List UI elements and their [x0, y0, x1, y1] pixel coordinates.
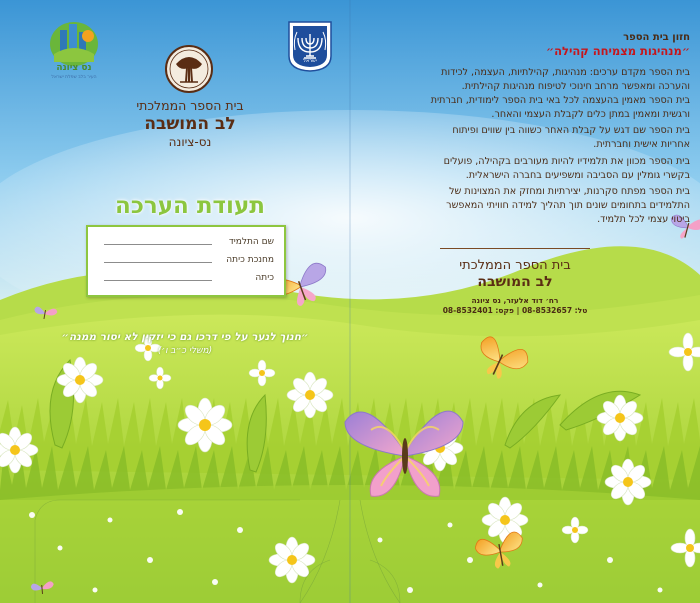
city-logo-caption: נס ציונה [56, 63, 92, 73]
vision-title: ״מנהיגות מצמיחה קהילה״ [545, 44, 690, 58]
document-title: תעודת הערכה [115, 193, 265, 219]
vision-paragraph-4 [352, 155, 690, 183]
class-field[interactable] [104, 273, 274, 283]
vision-p2-line-2: ורגשית ומאמין במתן כלים לקבלת העצמי והאחר. [491, 109, 690, 120]
vision-p1-line-2: והערכה ומאפשר מרחב חינוכי לטיפוח מנהיגות קהילתית. [461, 81, 690, 92]
vision-p5-line-3: ביטוי עצמי לכל תלמיד. [597, 214, 690, 225]
vision-paragraph-2 [352, 94, 690, 122]
city-logo-subcaption: העיר בלב שפלת ישראל [51, 75, 97, 80]
proverb-quote: ״חנוך לנער על פי דרכו גם כי יזקין לא יסור ממנה״ [61, 331, 309, 343]
vision-paragraph-1 [352, 66, 690, 94]
vision-paragraph-5 [352, 185, 690, 227]
contact-phone: טל: 08-8532657 [521, 306, 588, 315]
vision-p5-line-1: בית הספר מפתח סקרנות, יצירתיות ומחזק את המצוינות של [449, 186, 690, 197]
state-emblem-inscription: ישראל [303, 58, 317, 64]
vision-p5-line-2: התלמידים בתחומים שונים תוך תהליך למידה חוויתי המאפשר [446, 200, 690, 211]
cover-school-name: לב המושבה [144, 114, 236, 134]
vision-paragraph-3 [352, 124, 690, 152]
state-emblem [287, 20, 333, 72]
cover-city-name: נס-ציונה [168, 135, 212, 149]
school-tree-emblem [164, 44, 214, 94]
contact-school-name: לב המושבה [477, 274, 553, 290]
class-teacher-field[interactable] [104, 255, 274, 265]
contact-address: רח׳ דוד אלעזר, נס ציונה [471, 296, 559, 305]
vision-label: חזון בית הספר [623, 32, 690, 43]
class-line [104, 280, 212, 281]
vision-p2-line-1: בית הספר מאמין בהעצמה לכל באי בית הספר לימודית, חברתית [430, 95, 690, 106]
student-name-label: שם התלמיד [228, 237, 274, 247]
contact-phones [400, 306, 630, 315]
cover-school-label: בית הספר הממלכתי [136, 98, 244, 113]
contact-school-label: בית הספר הממלכתי [459, 258, 571, 273]
student-details-card [86, 225, 286, 297]
vision-p1-line-1: בית הספר מקדם ערכים: מנהיגות, קהילתיות, העצמה, לכידות [441, 67, 690, 78]
contact-separator: | [513, 306, 520, 315]
vision-p3-line-1: בית הספר שם דגש על קבלת האחר כשווה בין שווים ופיתוח [452, 125, 690, 136]
contact-fax: פקס: 08-8532401 [442, 306, 514, 315]
student-name-line [104, 244, 212, 245]
proverb-source: (משלי כ״ב ו׳) [157, 346, 213, 356]
vision-p4-line-2: בקשרי גומלין עם הסביבה ומשפיעים בחברה הישראלית. [465, 170, 690, 181]
class-teacher-label: מחנכת כיתה [226, 255, 274, 265]
class-label: כיתה [255, 273, 274, 283]
class-teacher-line [104, 262, 212, 263]
student-name-field[interactable] [104, 237, 274, 247]
vision-p4-line-1: בית הספר מכוון את תלמידיו להיות מעורבים בקהילה, פועלים [443, 156, 690, 167]
contact-divider [440, 248, 590, 249]
vision-p3-line-2: אחריות אישית וחברתית. [593, 139, 690, 150]
